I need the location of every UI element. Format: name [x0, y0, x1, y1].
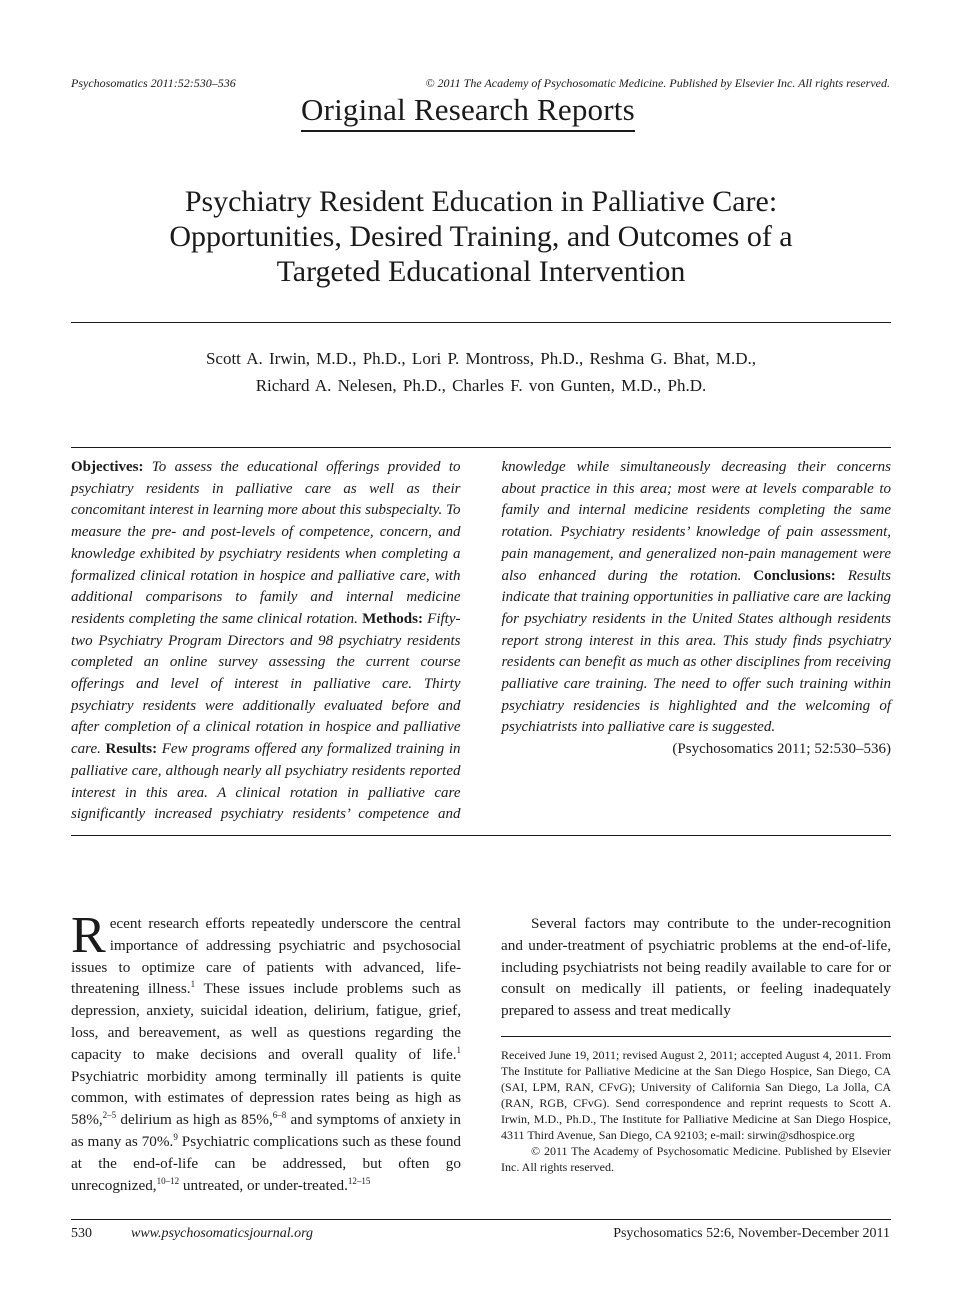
reference-link[interactable]: 1: [190, 979, 196, 990]
journal-url-link[interactable]: www.psychosomaticsjournal.org: [131, 1226, 314, 1241]
article-footnote: [501, 1047, 891, 1175]
footnote-copyright: © 2011 The Academy of Psychosomatic Medicine. Published by Elsevier Inc. All rights reserved.: [501, 1144, 891, 1174]
results-label: Results:: [105, 741, 158, 758]
conclusions-label: Conclusions:: [753, 567, 836, 584]
body-text: untreated, or under-treated.: [179, 1176, 348, 1194]
body-text: and symptoms of anxiety in as many as 70%.: [71, 1111, 461, 1150]
author-list: [71, 345, 891, 399]
reference-link[interactable]: 1: [456, 1044, 461, 1055]
body-text: Psychiatric complications such as these found at the end-of-life can be addressed, but often go unrecognized,: [71, 1132, 462, 1194]
reference-link[interactable]: 10–12: [156, 1175, 180, 1186]
body-text: ecent research efforts repeatedly underscore the central importance of addressing psychiatric and psychosocial issues to optimize care of patients with advanced, life-threatening illness.: [71, 915, 461, 998]
body-column-right: [501, 913, 891, 1022]
section-title: Original Research Reports: [301, 92, 635, 132]
authors-line-2: Richard A. Nelesen, Ph.D., Charles F. von Gunten, M.D., Ph.D.: [255, 376, 707, 395]
reference-link[interactable]: 6–8: [272, 1110, 287, 1121]
footer-divider: [71, 1219, 891, 1220]
title-line-1: Psychiatry Resident Education in Palliative Care:: [184, 185, 778, 218]
methods-text: Fifty-two Psychiatry Program Directors and 98 psychiatry residents completed an online survey assessing the current course offerings and level of interest in palliative care. Thirty psychiatry residents were additionally evaluated before and after completion of a clinical rotation in hospice and palliative care.: [71, 610, 461, 758]
footnote-text: Received June 19, 2011; revised August 2, 2011; accepted August 4, 2011. From The Institute for Palliative Medicine at the San Diego Hospice, San Diego, CA (SAI, LPM, RAN, CFvG); University of California San Diego, La Jolla, CA (RAN, RGB, CFvG). Send correspondence and reprint requests to Scott A. Irwin, M.D., Ph.D., The Institute for Palliative Medicine at San Diego Hospice, 4311 Third Avenue, San Diego, CA 92103; e-mail:: [501, 1048, 891, 1142]
results-text: Few programs offered any formalized training in palliative care, although nearly all psychiatry residents reported interest in this area. A clinical rotation in palliative care significantly increased psychiatry residents’ competence and knowledge while simultaneously decreasing their concerns about practice in this area; most were at levels comparable to family and internal medicine residents completing the same rotation. Psychiatry residents’ knowledge of pain assessment, pain management, and generalized non-pain management were also enhanced during the rotation.: [71, 459, 891, 823]
footnote-divider: [501, 1036, 891, 1037]
abstract-bottom-divider: [71, 835, 891, 836]
objectives-text: To assess the educational offerings provided to psychiatry residents in palliative care as well as their concomitant interest in learning more about this subspecialty. To measure the pre- and post-levels of competence, concern, and knowledge exhibited by psychiatry residents when completing a formalized clinical rotation in hospice and palliative care, with additional comparisons to family and internal medicine residents completing the same clinical rotation.: [71, 459, 461, 627]
conclusions-text: Results indicate that training opportunities in palliative care are lacking for psychiatry residents in the United States although residents report strong interest in this area. This study finds psychiatry residents can benefit as much as other disciplines from receiving palliative care training. The need to offer such training within psychiatry residencies is highlighted and the welcoming of psychiatrists into palliative care is suggested.: [501, 567, 892, 736]
reference-link[interactable]: 12–15: [347, 1175, 371, 1186]
drop-cap: R: [71, 907, 106, 964]
body-paragraph: Several factors may contribute to the under-recognition and under-treatment of psychiatric problems at the end-of-life, including psychiatrists not being readily available to care for or consult on medically ill patients, or feeling inadequately prepared to assess and treat medically: [501, 915, 891, 1020]
title-divider: [71, 322, 891, 323]
correspondence-email-link[interactable]: sirwin@sdhospice.org: [747, 1128, 855, 1142]
journal-issue: Psychosomatics 52:6, November-December 2011: [613, 1226, 890, 1241]
body-column-left: [71, 907, 462, 1196]
body-text: These issues include problems such as depression, anxiety, suicidal ideation, delirium, fatigue, grief, loss, and bereavement, as well as questions regarding the capacity to make decisions and overall quality of life.: [71, 980, 461, 1063]
title-line-2: Opportunities, Desired Training, and Outcomes of a: [169, 220, 793, 253]
title-line-3: Targeted Educational Intervention: [276, 255, 686, 288]
running-header-citation: Psychosomatics 2011:52:530–536: [71, 76, 236, 90]
abstract-citation: (Psychosomatics 2011; 52:530–536): [672, 741, 891, 758]
objectives-label: Objectives:: [71, 459, 144, 475]
abstract-top-divider: [71, 447, 891, 448]
body-text: delirium as high as 85%,: [116, 1111, 273, 1129]
page-number: 530: [71, 1226, 92, 1241]
abstract: [71, 457, 891, 829]
methods-label: Methods:: [362, 610, 423, 627]
authors-line-1: Scott A. Irwin, M.D., Ph.D., Lori P. Montross, Ph.D., Reshma G. Bhat, M.D.,: [205, 349, 757, 368]
reference-link[interactable]: 2–5: [102, 1110, 117, 1121]
reference-link[interactable]: 9: [173, 1131, 178, 1142]
article-title: [71, 184, 891, 289]
body-text: Psychiatric morbidity among terminally ill patients is quite common, with estimates of depression rates being as high as 58%,: [71, 1067, 461, 1129]
running-header-copyright: © 2011 The Academy of Psychosomatic Medicine. Published by Elsevier Inc. All rights reserved.: [425, 76, 890, 90]
